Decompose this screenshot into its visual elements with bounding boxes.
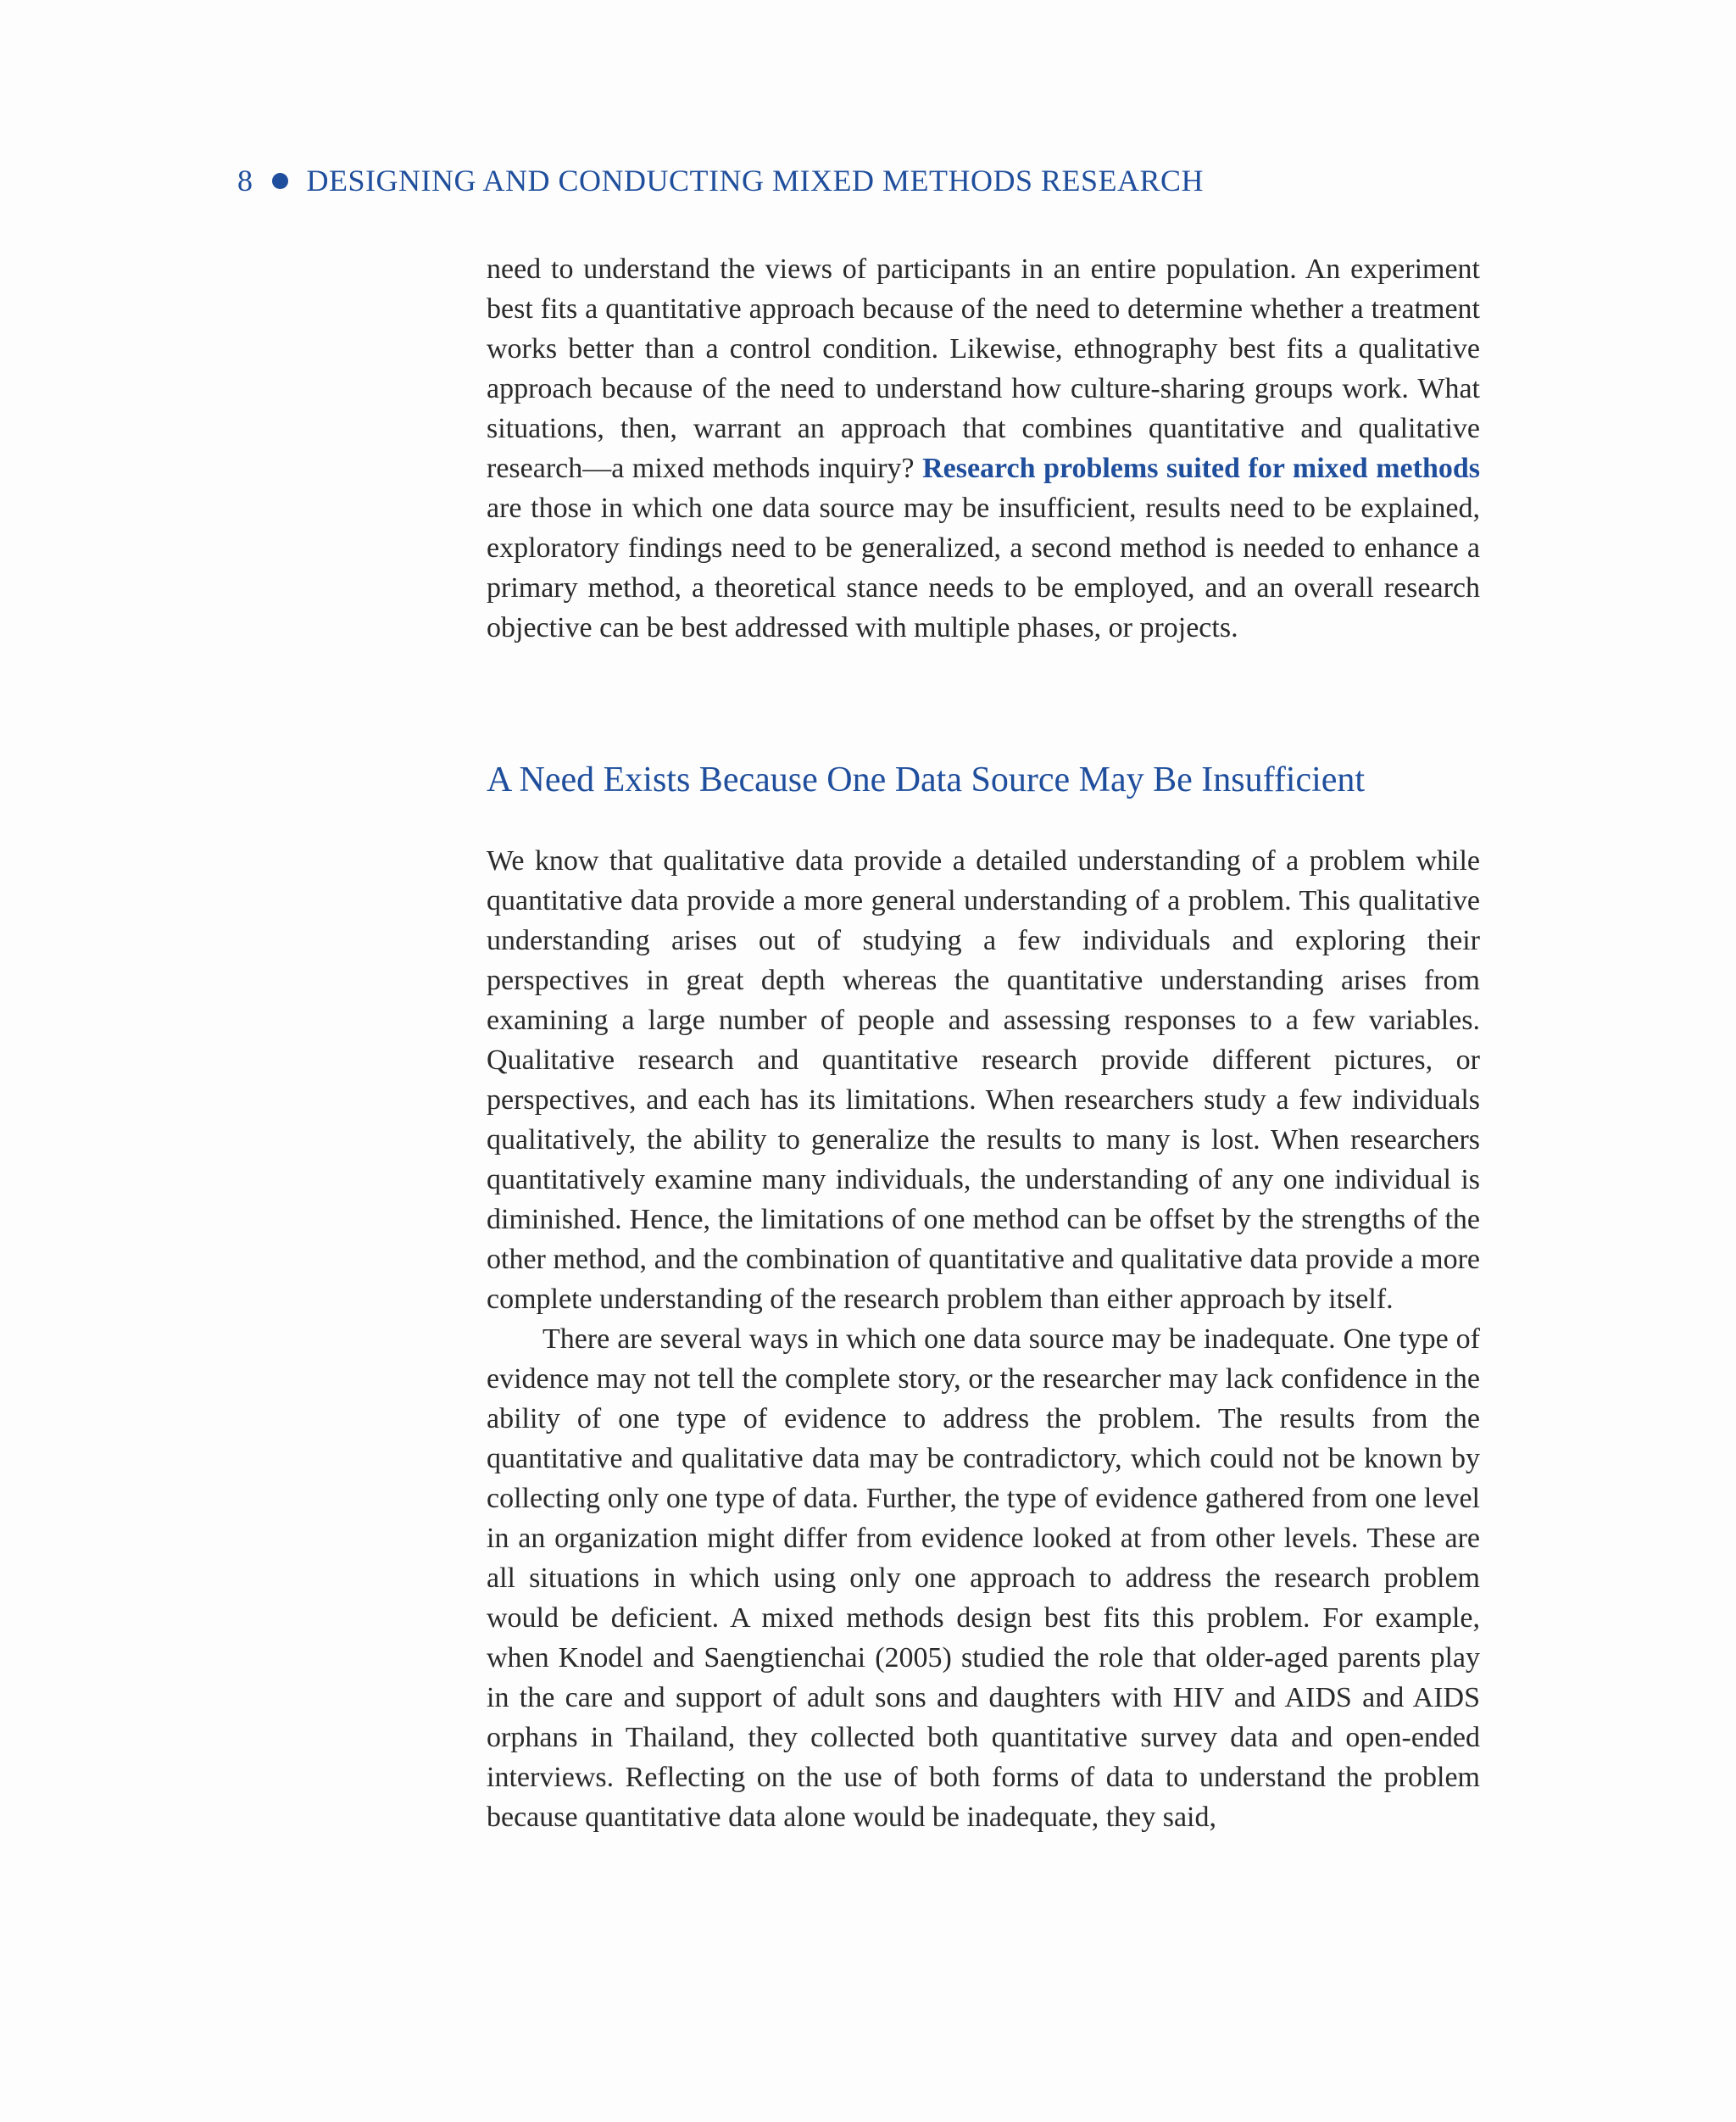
running-head-title: DESIGNING AND CONDUCTING MIXED METHODS RESEARCH [306, 164, 1204, 198]
section-heading: A Need Exists Because One Data Source May Be Insufficient [487, 760, 1366, 799]
intro-text-before: need to understand the views of participants in an entire population. An experiment best fits a quantitative approach because of the need to determine whether a treatment works better than a control condition. Likewise, ethnography best fits a qualitative approach because of the need to understand how culture-sharing groups work. What situations, then, warrant an approach that combines quantitative and qualitative research—a mixed methods inquiry? [487, 253, 1480, 484]
bullet-icon [272, 173, 288, 189]
running-head [237, 163, 1204, 198]
paragraph-2: There are several ways in which one data source may be inadequate. One type of evidence may not tell the complete story, or the researcher may lack confidence in the ability of one type of evidence to address the problem. The results from the quantitative and qualitative data may be contradictory, which could not be known by collecting only one type of data. Further, the type of evidence gathered from one level in an organization might differ from evidence looked at from other levels. These are all situations in which using only one approach to address the research problem would be deficient. A mixed methods design best fits this problem. For example, when Knodel and Saengtienchai (2005) studied the role that older-aged parents play in the care and support of adult sons and daughters with HIV and AIDS and AIDS orphans in Thailand, they collected both quantitative survey data and open-ended interviews. Reflecting on the use of both forms of data to understand the problem because quantitative data alone would be inadequate, they said, [487, 1323, 1480, 1833]
section-body [487, 841, 1480, 1837]
paragraph-1: We know that qualitative data provide a detailed understanding of a problem while quantitative data provide a more general understanding of a problem. This qualitative understanding arises out of studying a few individuals and exploring their perspectives in great depth whereas the quantitative understanding arises from examining a large number of people and assessing responses to a few variables. Qualitative research and quantitative research provide different pictures, or perspectives, and each has its limitations. When researchers study a few individuals qualitatively, the ability to generalize the results to many is lost. When researchers quantitatively examine many individuals, the understanding of any one individual is diminished. Hence, the limitations of one method can be offset by the strengths of the other method, and the combination of quantitative and qualitative data provide a more complete understanding of the research problem than either approach by itself. [487, 845, 1480, 1315]
intro-paragraph [487, 249, 1480, 648]
page-number: 8 [237, 164, 253, 198]
intro-text-after: are those in which one data source may be insufficient, results need to be explained, exploratory findings need to be generalized, a second method is needed to enhance a primary method, a theoretical stance needs to be employed, and an overall research objective can be best addressed with multiple phases, or projects. [487, 493, 1480, 643]
key-term: Research problems suited for mixed methods [922, 453, 1480, 484]
